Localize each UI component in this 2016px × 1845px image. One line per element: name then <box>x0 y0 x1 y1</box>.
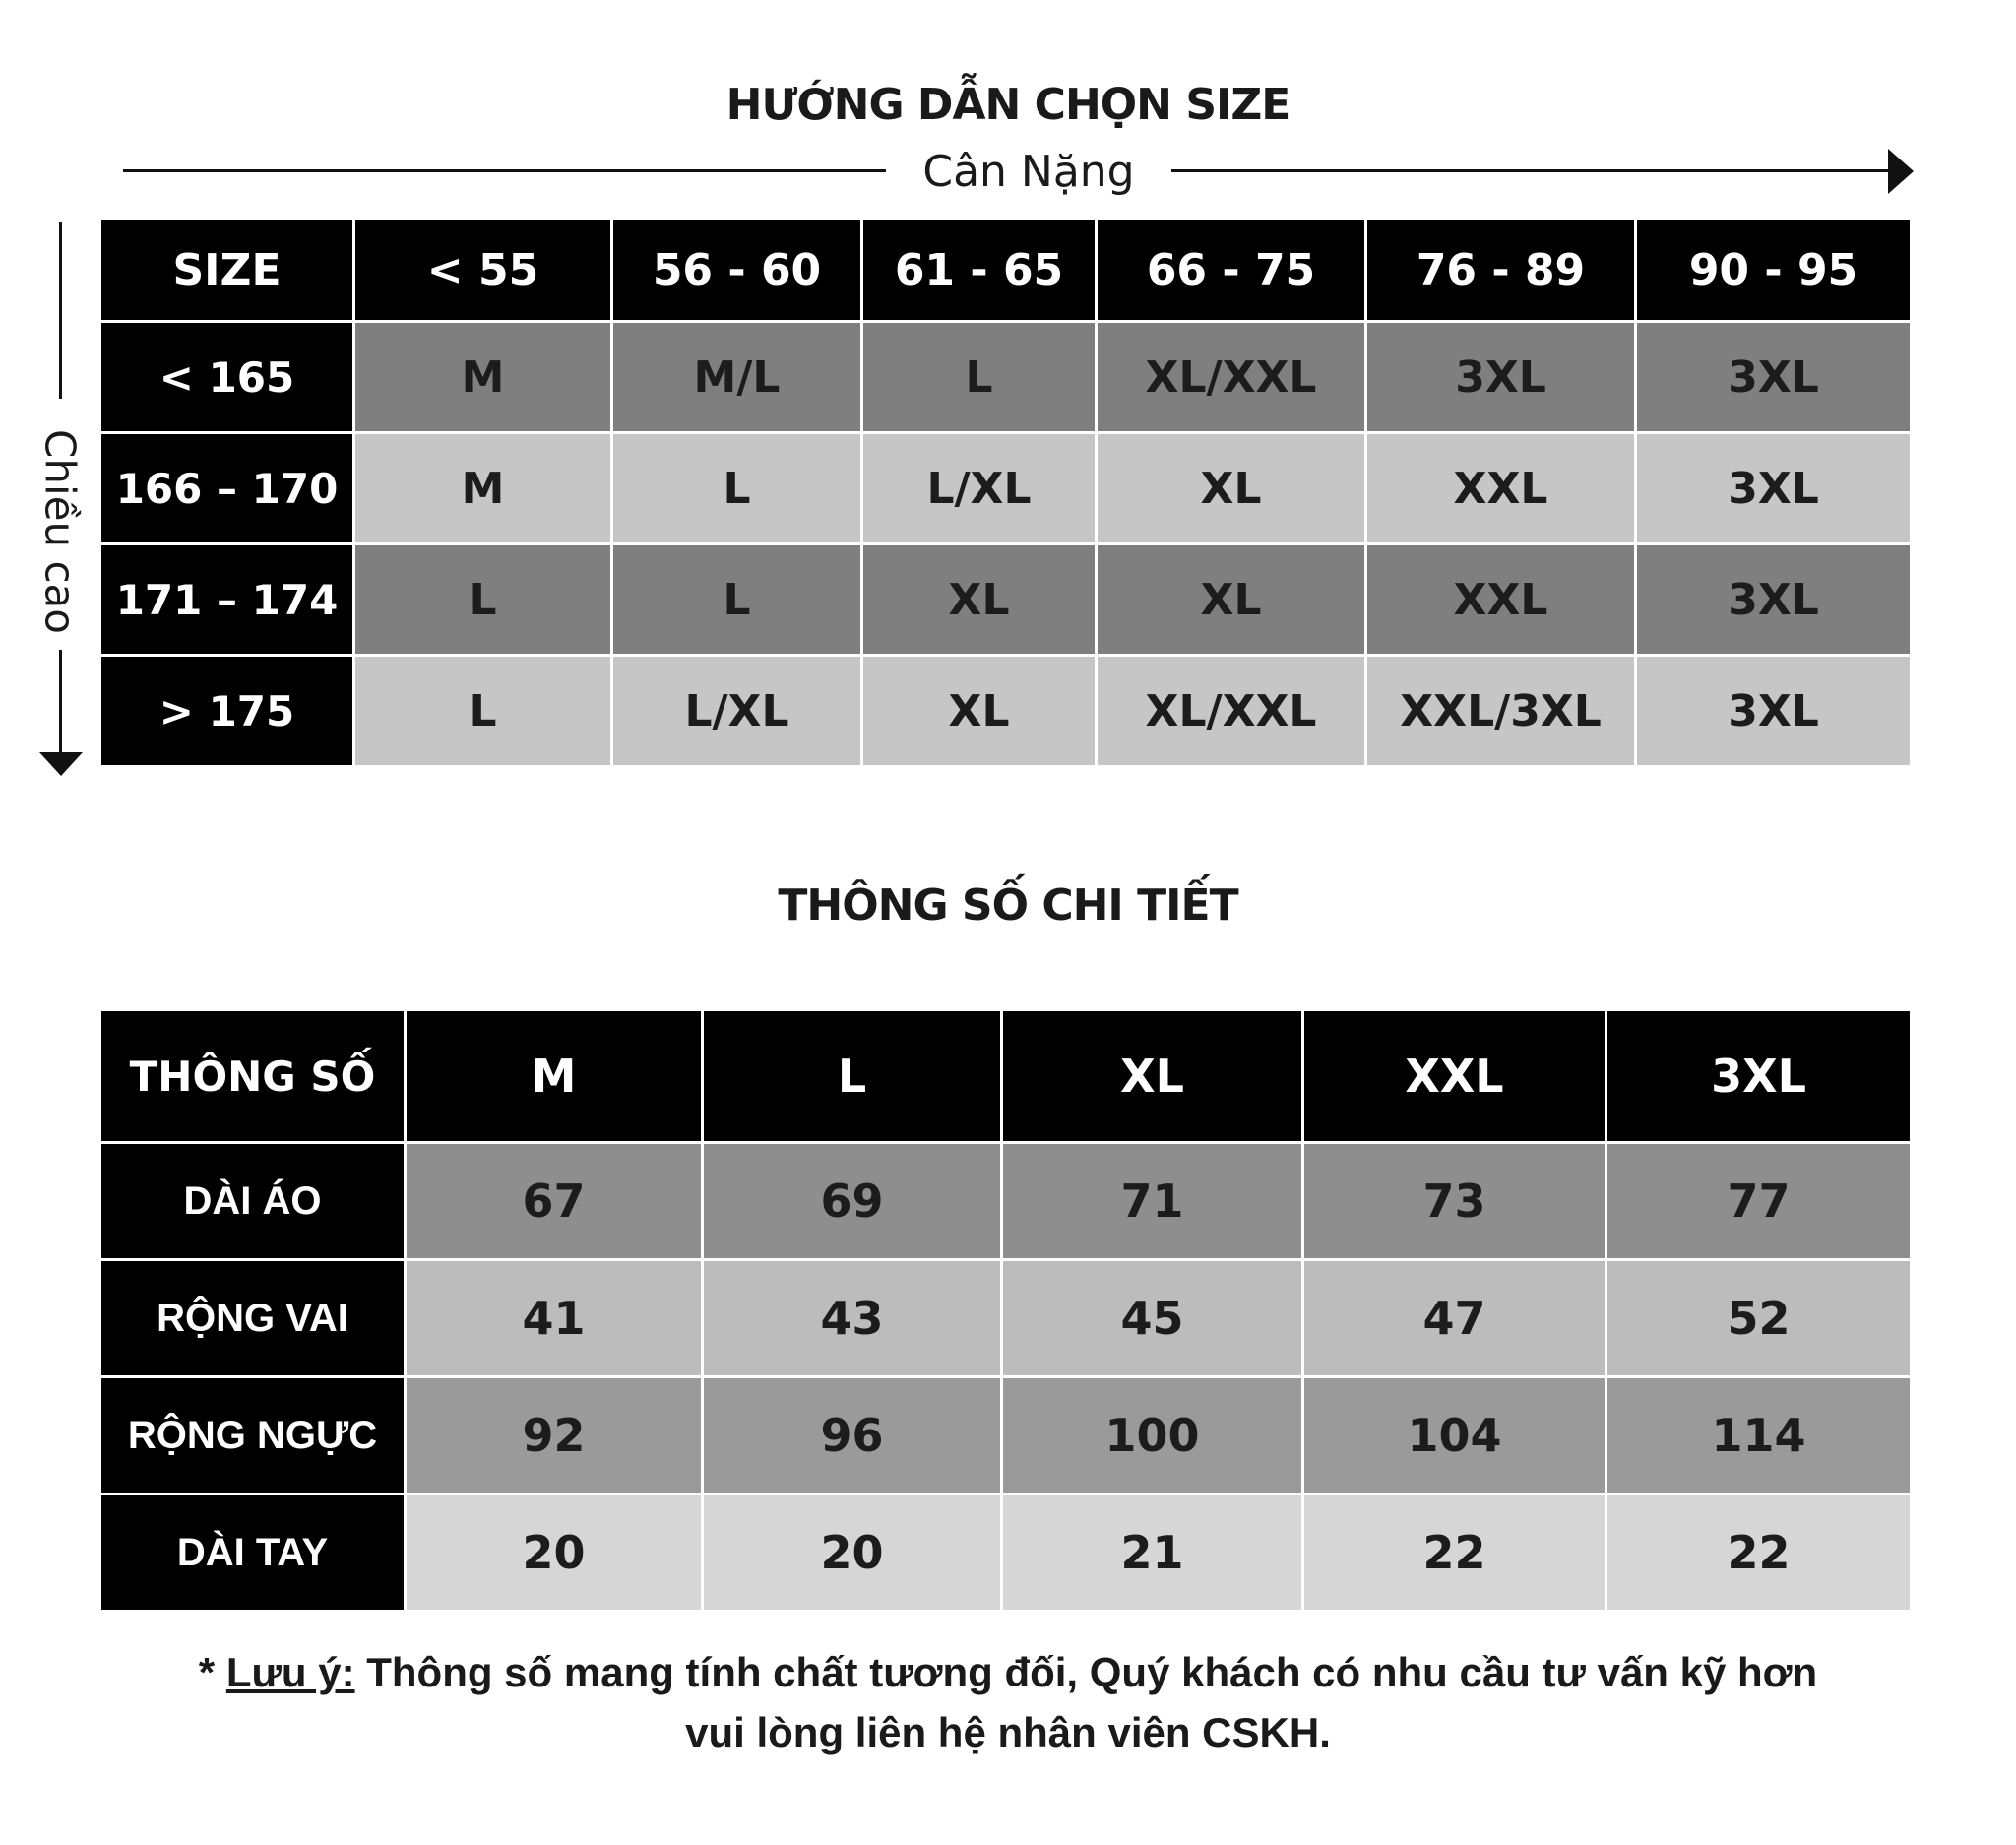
table-row <box>100 656 1912 767</box>
table-cell: 77 <box>1606 1143 1912 1260</box>
table-row <box>100 322 1912 433</box>
header-cell: XL <box>1002 1010 1303 1143</box>
row-header: 171 – 174 <box>100 544 354 656</box>
table-cell: 67 <box>406 1143 703 1260</box>
table-cell: L <box>862 322 1097 433</box>
table-cell: 41 <box>406 1260 703 1377</box>
table-cell: L/XL <box>612 656 862 767</box>
arrow-right-icon <box>1888 149 1914 194</box>
table-row <box>100 1143 1912 1260</box>
table-cell: L <box>354 656 612 767</box>
table-cell: 21 <box>1002 1495 1303 1612</box>
header-cell: THÔNG SỐ <box>100 1010 406 1143</box>
table-cell: XXL/3XL <box>1366 656 1636 767</box>
table-cell: 3XL <box>1636 433 1912 544</box>
table-row <box>100 433 1912 544</box>
table-cell: M <box>354 433 612 544</box>
arrow-down-icon <box>39 752 83 776</box>
table-cell: 96 <box>703 1377 1002 1495</box>
table-cell: 52 <box>1606 1260 1912 1377</box>
header-cell: 56 - 60 <box>612 219 862 322</box>
height-axis-label: Chiều cao <box>35 429 85 634</box>
row-header: RỘNG VAI <box>100 1260 406 1377</box>
table-row <box>100 1377 1912 1495</box>
footnote-text: Thông số mang tính chất tương đối, Quý khách có nhu cầu tư vấn kỹ hơn <box>354 1649 1818 1695</box>
table-cell: 3XL <box>1636 544 1912 656</box>
size-table-header-row <box>100 219 1912 322</box>
table-cell: XL <box>1097 433 1366 544</box>
table-cell: XL/XXL <box>1097 322 1366 433</box>
row-header: 166 – 170 <box>100 433 354 544</box>
header-cell: M <box>406 1010 703 1143</box>
table-cell: 22 <box>1606 1495 1912 1612</box>
table-cell: 3XL <box>1636 322 1912 433</box>
footnote-asterisk: * <box>198 1649 226 1695</box>
header-cell: 76 - 89 <box>1366 219 1636 322</box>
table-cell: 3XL <box>1366 322 1636 433</box>
table-cell: 69 <box>703 1143 1002 1260</box>
table-cell: 104 <box>1303 1377 1606 1495</box>
row-header: RỘNG NGỰC <box>100 1377 406 1495</box>
header-cell: 66 - 75 <box>1097 219 1366 322</box>
table-cell: 73 <box>1303 1143 1606 1260</box>
footnote-line-1 <box>0 1642 2016 1702</box>
table-cell: 100 <box>1002 1377 1303 1495</box>
table-cell: L <box>612 433 862 544</box>
row-header: > 175 <box>100 656 354 767</box>
table-cell: 43 <box>703 1260 1002 1377</box>
spec-table <box>98 1008 1913 1613</box>
header-cell: SIZE <box>100 219 354 322</box>
table-cell: XL <box>862 656 1097 767</box>
table-row <box>100 1495 1912 1612</box>
footnote <box>0 1642 2016 1762</box>
height-axis-line-bottom <box>59 650 62 753</box>
weight-axis-line-left <box>123 169 886 172</box>
row-header: DÀI TAY <box>100 1495 406 1612</box>
table-cell: L <box>612 544 862 656</box>
table-cell: XL <box>862 544 1097 656</box>
header-cell: 3XL <box>1606 1010 1912 1143</box>
header-cell: 90 - 95 <box>1636 219 1912 322</box>
header-cell: < 55 <box>354 219 612 322</box>
height-axis-line-top <box>59 222 62 399</box>
table-cell: 47 <box>1303 1260 1606 1377</box>
table-cell: M <box>354 322 612 433</box>
spec-table-header-row <box>100 1010 1912 1143</box>
table-cell: 20 <box>703 1495 1002 1612</box>
footnote-label: Lưu ý: <box>225 1649 355 1695</box>
table-cell: XXL <box>1366 544 1636 656</box>
table-cell: 20 <box>406 1495 703 1612</box>
table-cell: 92 <box>406 1377 703 1495</box>
size-guide-title: HƯỚNG DẪN CHỌN SIZE <box>725 80 1291 130</box>
table-cell: 71 <box>1002 1143 1303 1260</box>
table-cell: L/XL <box>862 433 1097 544</box>
weight-axis-line-right <box>1171 169 1890 172</box>
table-row <box>100 544 1912 656</box>
weight-axis-label: Cân Nặng <box>922 147 1135 197</box>
table-cell: 3XL <box>1636 656 1912 767</box>
table-cell: XL/XXL <box>1097 656 1366 767</box>
header-cell: 61 - 65 <box>862 219 1097 322</box>
footnote-line-2: vui lòng liên hệ nhân viên CSKH. <box>685 1709 1331 1755</box>
header-cell: L <box>703 1010 1002 1143</box>
spec-title: THÔNG SỐ CHI TIẾT <box>778 880 1238 930</box>
table-cell: XXL <box>1366 433 1636 544</box>
table-cell: M/L <box>612 322 862 433</box>
table-cell: L <box>354 544 612 656</box>
table-cell: 22 <box>1303 1495 1606 1612</box>
table-cell: XL <box>1097 544 1366 656</box>
row-header: < 165 <box>100 322 354 433</box>
row-header: DÀI ÁO <box>100 1143 406 1260</box>
table-cell: 45 <box>1002 1260 1303 1377</box>
table-cell: 114 <box>1606 1377 1912 1495</box>
header-cell: XXL <box>1303 1010 1606 1143</box>
size-guide-table <box>98 217 1913 768</box>
table-row <box>100 1260 1912 1377</box>
